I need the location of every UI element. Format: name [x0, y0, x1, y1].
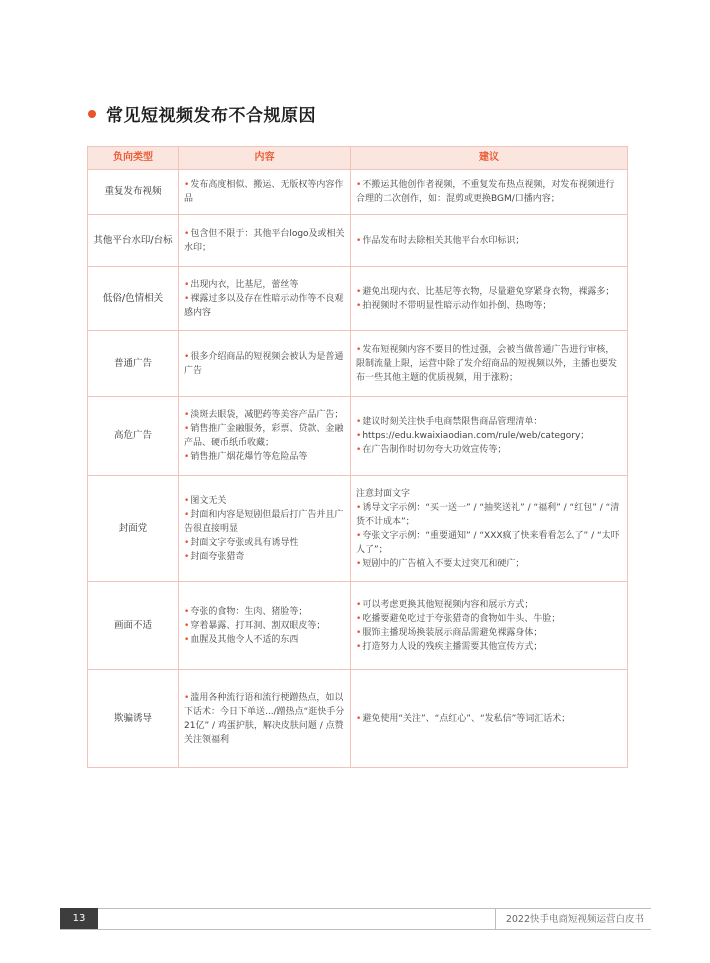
bullet-dot-icon [88, 110, 96, 118]
section-title: 常见短视频发布不合规原因 [106, 106, 316, 126]
table-row [88, 397, 628, 476]
bullet-icon: • [184, 351, 190, 362]
advice-item: 注意封面文字 [356, 488, 411, 499]
row-advice [351, 215, 628, 267]
advice-item: •https://edu.kwaixiaodian.com/rule/web/category； [356, 431, 590, 441]
bullet-icon: • [356, 344, 362, 355]
bullet-icon: • [356, 235, 362, 246]
row-advice [351, 170, 628, 215]
advice-item: •打造努力人设的残疾主播需要其他宣传方式； [356, 641, 543, 652]
row-type: 欺骗诱导 [88, 670, 179, 768]
advice-item: •建议时刻关注快手电商禁限售商品管理清单： [356, 417, 543, 427]
advice-item: •作品发布时去除相关其他平台水印标识； [356, 235, 525, 246]
advice-item: •避免使用“关注”、“点红心”、“发私信”等词汇话术； [356, 713, 571, 724]
table-row [88, 170, 628, 215]
bullet-icon: • [184, 509, 190, 520]
table-row [88, 582, 628, 670]
row-advice [351, 267, 628, 331]
row-content [179, 582, 351, 670]
bullet-icon: • [184, 692, 190, 703]
row-content [179, 397, 351, 476]
row-content [179, 476, 351, 582]
content-item: •夸张的食物：生肉、猪脸等； [184, 606, 308, 617]
header-content: 内容 [179, 147, 351, 170]
advice-item: •可以考虑更换其他短视频内容和展示方式； [356, 599, 534, 610]
table-header-row [88, 147, 628, 170]
table-row [88, 267, 628, 331]
advice-item: •诱导文字示例：“买一送一” / “抽奖送礼” / “福利” / “红包” / “清货不计成本”； [356, 502, 620, 527]
row-content [179, 331, 351, 397]
header-advice: 建议 [351, 147, 628, 170]
bullet-icon: • [356, 431, 362, 441]
row-content [179, 215, 351, 267]
content-item: •图文无关 [184, 495, 227, 506]
bullet-icon: • [184, 620, 190, 631]
bullet-icon: • [184, 424, 190, 434]
bullet-icon: • [184, 228, 190, 239]
bullet-icon: • [356, 530, 362, 541]
content-item: •销售推广烟花爆竹等危险品等 [184, 452, 308, 462]
bullet-icon: • [184, 634, 190, 645]
row-content [179, 170, 351, 215]
row-type: 画面不适 [88, 582, 179, 670]
content-item: •很多介绍商品的短视频会被认为是普通广告 [184, 351, 344, 376]
content-item: •血腥及其他令人不适的东西 [184, 634, 299, 645]
bullet-icon: • [184, 551, 190, 562]
row-advice [351, 582, 628, 670]
advice-item: •夸张文字示例：“重要通知” / “XXX疯了快来看看怎么了” / “太吓人了”； [356, 530, 620, 555]
page-number: 13 [60, 908, 98, 929]
table-row [88, 331, 628, 397]
bullet-icon: • [356, 286, 362, 297]
bullet-icon: • [184, 279, 190, 290]
bullet-icon: • [356, 641, 362, 652]
table-row [88, 670, 628, 768]
row-type: 重复发布视频 [88, 170, 179, 215]
bullet-icon: • [356, 599, 362, 610]
row-type: 低俗/色情相关 [88, 267, 179, 331]
bullet-icon: • [356, 558, 362, 569]
content-item: •出现内衣，比基尼，蕾丝等 [184, 279, 299, 290]
advice-item: •短剧中的广告植入不要太过突兀和硬广； [356, 558, 525, 569]
advice-item: •吃播要避免吃过于夸张猎奇的食物如牛头、牛脸； [356, 613, 561, 624]
section-title-row [88, 101, 316, 126]
bullet-icon: • [356, 180, 362, 190]
row-content [179, 670, 351, 768]
bullet-icon: • [184, 537, 190, 548]
bullet-icon: • [356, 627, 362, 638]
advice-item: •不搬运其他创作者视频，不重复发布热点视频，对发布视频进行合理的二次创作，如：混剪或更换BGM/口播内容； [356, 180, 615, 204]
bullet-icon: • [184, 410, 190, 420]
content-item: •淡斑去眼袋，减肥药等美容产品广告； [184, 410, 344, 420]
bullet-icon: • [184, 452, 190, 462]
bullet-icon: • [356, 613, 362, 624]
bullet-icon: • [356, 417, 362, 427]
footer-doc-title: 2022快手电商短视频运营白皮书 [505, 914, 644, 925]
content-item: •包含但不限于：其他平台logo及或相关水印； [184, 228, 345, 253]
header-type: 负向类型 [88, 147, 179, 170]
row-type: 其他平台水印/台标 [88, 215, 179, 267]
bullet-icon: • [184, 495, 190, 506]
content-item: •封面文字夸张或具有诱导性 [184, 537, 299, 548]
row-type: 高危广告 [88, 397, 179, 476]
content-item: •滥用各种流行语和流行梗蹭热点，如以下话术：今日下单送.../蹭热点“逛快手分21亿” / 鸡蛋护肤，解决皮肤问题 / 点赞关注领福利 [184, 692, 345, 745]
advice-item: •发布短视频内容不要目的性过强，会被当做普通广告进行审核，限制流量上限，运营中除了发介绍商品的短视频以外，主播也要发布一些其他主题的优质视频，用于涨粉； [356, 344, 618, 383]
row-type: 封面党 [88, 476, 179, 582]
bullet-icon: • [184, 606, 190, 617]
bullet-icon: • [356, 713, 362, 724]
row-content [179, 267, 351, 331]
footer-divider [495, 908, 496, 929]
advice-item: •拍视频时不带明显性暗示动作如扑倒、热吻等； [356, 300, 552, 311]
content-item: •穿着暴露、打耳洞、割双眼皮等； [184, 620, 326, 631]
content-item: •销售推广金融服务，彩票、贷款、金融产品、硬币纸币收藏； [184, 424, 344, 448]
content-item: •发布高度相似、搬运、无版权等内容作品 [184, 180, 344, 204]
bullet-icon: • [356, 445, 362, 455]
content-item: •裸露过多以及存在性暗示动作等不良观感内容 [184, 293, 344, 318]
row-advice [351, 670, 628, 768]
bullet-icon: • [356, 300, 362, 311]
content-item: •封面和内容是短剧但最后打广告并且广告很直接明显 [184, 509, 344, 534]
row-advice [351, 476, 628, 582]
table-row [88, 215, 628, 267]
row-advice [351, 397, 628, 476]
advice-item: •在广告制作时切勿夸大功效宣传等； [356, 445, 507, 455]
bullet-icon: • [356, 502, 362, 513]
content-item: •封面夸张猎奇 [184, 551, 245, 562]
table-row [88, 476, 628, 582]
advice-item: •避免出现内衣、比基尼等衣物，尽量避免穿紧身衣物，裸露多； [356, 286, 615, 297]
bullet-icon: • [184, 293, 190, 304]
bullet-icon: • [184, 180, 190, 190]
row-type: 普通广告 [88, 331, 179, 397]
row-advice [351, 331, 628, 397]
noncompliance-table [87, 146, 628, 768]
advice-item: •服饰主播现场换装展示商品需避免裸露身体； [356, 627, 543, 638]
